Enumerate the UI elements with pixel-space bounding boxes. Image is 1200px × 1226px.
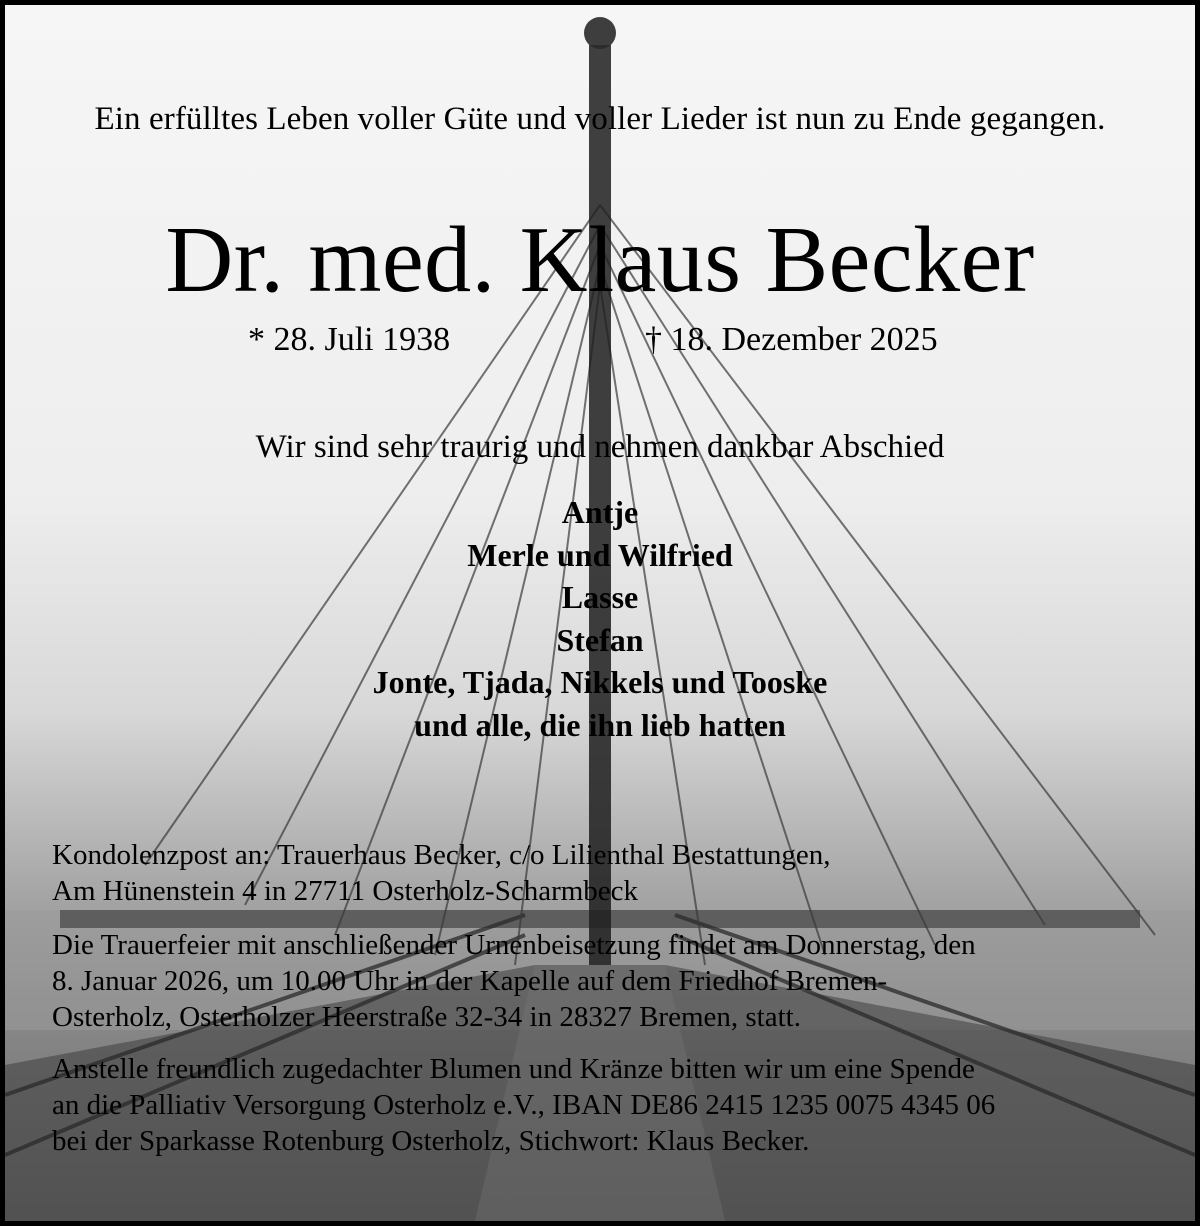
donation-request bbox=[52, 1051, 1162, 1159]
service-line: Osterholz, Osterholzer Heerstraße 32-34 in 28327 Bremen, statt. bbox=[52, 1001, 801, 1033]
donation-line: an die Palliativ Versorgung Osterholz e.V., IBAN DE86 2415 1235 0075 4345 06 bbox=[52, 1089, 996, 1121]
mourner-name: Stefan bbox=[556, 621, 644, 658]
donation-line: bei der Sparkasse Rotenburg Osterholz, Stichwort: Klaus Becker. bbox=[52, 1125, 810, 1157]
deceased-name: Dr. med. Klaus Becker bbox=[165, 208, 1035, 312]
condolence-address bbox=[52, 837, 1162, 909]
mourner-name: Jonte, Tjada, Nikkels und Tooske bbox=[372, 664, 828, 700]
funeral-service-info bbox=[52, 927, 1162, 1035]
mast-ball bbox=[584, 17, 616, 49]
mourner-name: Merle und Wilfried bbox=[467, 536, 733, 573]
birth-date: * 28. Juli 1938 bbox=[248, 321, 451, 358]
donation-line: Anstelle freundlich zugedachter Blumen und Kränze bitten wir um eine Spende bbox=[52, 1053, 975, 1085]
mourners-list bbox=[5, 491, 1195, 746]
death-date: † 18. Dezember 2025 bbox=[645, 321, 938, 358]
address-line: Am Hünenstein 4 in 27711 Osterholz-Scharmbeck bbox=[52, 875, 639, 907]
farewell-line: Wir sind sehr traurig und nehmen dankbar Abschied bbox=[255, 429, 945, 465]
service-line: 8. Januar 2026, um 10.00 Uhr in der Kapelle auf dem Friedhof Bremen- bbox=[52, 965, 888, 997]
mourner-name: und alle, die ihn lieb hatten bbox=[414, 706, 786, 743]
mourner-name: Lasse bbox=[561, 579, 639, 615]
service-line: Die Trauerfeier mit anschließender Urnenbeisetzung findet am Donnerstag, den bbox=[52, 929, 976, 961]
mourner-name: Antje bbox=[561, 494, 639, 530]
intro-line: Ein erfülltes Leben voller Güte und voller Lieder ist nun zu Ende gegangen. bbox=[94, 101, 1106, 137]
address-line: Kondolenzpost an: Trauerhaus Becker, c/o Lilienthal Bestattungen, bbox=[52, 839, 831, 871]
